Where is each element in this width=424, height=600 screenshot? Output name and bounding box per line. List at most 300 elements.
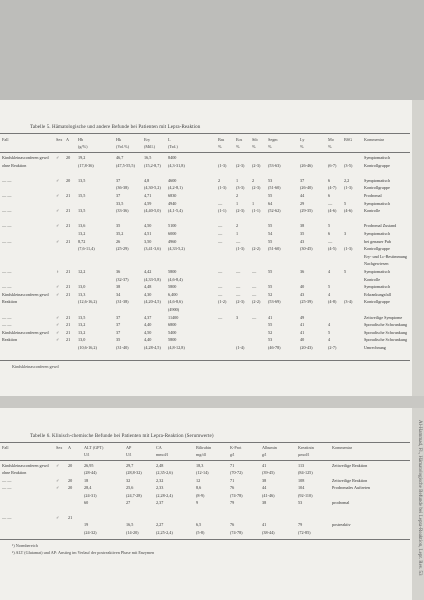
table1-cell: 36 bbox=[116, 269, 121, 274]
table2-cell: 21 bbox=[68, 514, 73, 520]
table1-cell: (10,6-16,2) bbox=[78, 345, 97, 350]
table1-cell: (25-39) bbox=[300, 299, 313, 305]
table1-cell: 41 bbox=[300, 329, 305, 335]
table2-cell: (24-32) bbox=[84, 529, 97, 535]
table1-cell: — — bbox=[2, 284, 12, 290]
table1-cell: ♂ bbox=[56, 291, 60, 297]
table2-cell: (74-78) bbox=[230, 529, 243, 535]
table1-cell: — bbox=[218, 291, 223, 297]
table1-cell: 4,30 bbox=[144, 291, 152, 297]
table1-cell: (26-40) bbox=[300, 185, 313, 191]
table2-header-unit: mmol/l bbox=[156, 452, 169, 457]
table1-cell: Reaktion bbox=[2, 337, 18, 343]
table1-cell: 55 bbox=[268, 322, 273, 328]
table1-cell: ♀ bbox=[56, 269, 60, 274]
table1-cell: — bbox=[328, 238, 333, 244]
table1-caption: Tabelle 5. Hämatologische und andere Befunde bei Patienten mit Lepra-Reaktion bbox=[30, 125, 201, 130]
table2-cell: (92-110) bbox=[298, 492, 313, 498]
table1-cell: 35 bbox=[116, 337, 121, 343]
table2-header-cell: K-Prot bbox=[230, 445, 242, 450]
table1-cell: Symptomatisch bbox=[364, 269, 391, 274]
table2-header-cell: Kreatinin bbox=[298, 445, 314, 450]
table1-cell: 13,5 bbox=[78, 314, 86, 320]
table1-cell: (20-43) bbox=[300, 345, 313, 350]
table1-header-cell: Bas bbox=[218, 137, 225, 142]
table1-cell: (2-3) bbox=[252, 162, 261, 168]
table1-cell: 15,5 bbox=[78, 193, 86, 198]
table1-cell: ♂ bbox=[56, 223, 60, 229]
table1-cell: (53-69) bbox=[268, 299, 281, 305]
table1-cell: 5100 bbox=[168, 223, 177, 229]
table1-cell: Symptomatisch bbox=[364, 200, 391, 206]
table1-cell: (6-7) bbox=[328, 162, 337, 168]
table1-cell: 1 bbox=[236, 200, 239, 206]
table2-cell: (5-8) bbox=[196, 529, 205, 535]
table2-cell: Kindskleinasconferen gewd bbox=[2, 463, 49, 468]
table1-cell: 49 bbox=[300, 314, 305, 320]
table1-cell: (4,28-4,5) bbox=[144, 345, 161, 350]
table2-cell: 60 bbox=[84, 500, 89, 505]
table1-cell: 37 bbox=[300, 177, 305, 183]
table1-cell: 4,51 bbox=[144, 231, 152, 236]
table1-cell: 5 bbox=[328, 329, 331, 335]
table1-header-cell: Eos bbox=[236, 137, 243, 142]
table1-cell: 13,5 bbox=[78, 177, 86, 183]
table1-cell: (4,6-8,6) bbox=[168, 299, 183, 305]
table1-cell: 21 bbox=[66, 238, 71, 244]
table2-cell: 104 bbox=[298, 485, 305, 491]
table1-header-cell: Segm bbox=[268, 137, 278, 142]
table1-cell: (33-36) bbox=[116, 208, 129, 214]
table1-cell: (1-3) bbox=[218, 185, 227, 191]
table1-cell: 4 bbox=[328, 269, 331, 274]
table1-cell: 21 bbox=[66, 329, 71, 335]
table1-cell: Prodromal Zustand bbox=[364, 223, 397, 229]
table2-header-cell: Bilirubin bbox=[196, 445, 212, 450]
table1-header-cell: Fall bbox=[2, 137, 9, 142]
table2-cell: 53 bbox=[298, 500, 303, 505]
table1-cell: ♂ bbox=[56, 329, 60, 335]
table1-cell: 33,5 bbox=[116, 200, 124, 206]
table2-header-rule bbox=[0, 460, 410, 461]
table1-cell: 6 bbox=[328, 193, 331, 198]
table1-header-unit: (Tsd.) bbox=[168, 144, 178, 149]
table1-cell: ♂ bbox=[56, 238, 60, 244]
table1-cell: 4,48 bbox=[144, 284, 152, 290]
table1-cell: (1-1) bbox=[252, 208, 261, 214]
table1-cell: 40 bbox=[300, 337, 305, 343]
table2-header-cell: CA bbox=[156, 445, 162, 450]
table2-cell: 44 bbox=[262, 485, 267, 491]
table1-cell: (12,6-16,2) bbox=[78, 299, 97, 305]
table2-header-unit: mg/dl bbox=[196, 452, 206, 457]
table1-cell: (1-4) bbox=[236, 345, 245, 350]
table1-cell: 21 bbox=[66, 193, 71, 198]
table1-cell: (17,8-36) bbox=[78, 162, 94, 168]
table1-cell: 52 bbox=[268, 291, 273, 297]
table1-cell: Zeitweilige Symptome bbox=[364, 314, 403, 320]
table2-cell: 38 bbox=[262, 477, 267, 483]
table1-header-cell: Hk bbox=[116, 137, 122, 142]
table1-cell: (2-2) bbox=[252, 299, 261, 305]
table1-cell: (4,1-5,4) bbox=[168, 208, 183, 214]
table1-header-cell: Stb bbox=[252, 137, 258, 142]
table1-cell: 5 bbox=[328, 284, 331, 290]
table1-cell: Kontrolle bbox=[364, 208, 381, 214]
table1-cell: 5 bbox=[344, 269, 347, 274]
table1-cell: (4,3-31,8) bbox=[168, 162, 185, 168]
table1-cell: — — bbox=[2, 269, 12, 274]
table2-top-rule bbox=[0, 442, 410, 443]
table1-cell: 46,7 bbox=[116, 155, 124, 160]
table1-cell: — bbox=[236, 284, 241, 290]
table1-top-rule bbox=[0, 133, 410, 134]
table2-cell: (84-125) bbox=[298, 470, 313, 476]
table1-cell: — — bbox=[2, 223, 12, 229]
table1-cell: 5800 bbox=[168, 269, 177, 274]
table2-cell: ♂ bbox=[56, 485, 60, 491]
table1-cell: 40 bbox=[300, 284, 305, 290]
table1-cell: 29 bbox=[300, 200, 305, 206]
table1-cell: 4600 bbox=[168, 177, 177, 183]
table1-cell: 4,71 bbox=[144, 193, 152, 198]
table1-cell: 35,2 bbox=[116, 231, 124, 236]
table1-cell: Sporadische Schwankung bbox=[364, 337, 408, 343]
table1-cell: 11400 bbox=[168, 314, 179, 320]
table2-cell: 6,5 bbox=[196, 522, 202, 528]
table1-cell: 20 bbox=[66, 155, 71, 160]
table1-cell: 1 bbox=[236, 177, 239, 183]
table1-cell: 26 bbox=[116, 238, 121, 244]
table1-cell: (31-38) bbox=[116, 299, 129, 305]
table2-cell: (74-78) bbox=[230, 492, 243, 498]
table1-cell: Kindskleinasconferen gewd bbox=[2, 329, 49, 335]
table1-header-cell: Kommentar bbox=[364, 137, 385, 142]
table1-cell: 54 bbox=[268, 231, 273, 236]
table1-cell: 21 bbox=[66, 208, 71, 214]
table1-cell: Nachgewiesen bbox=[364, 261, 389, 267]
table1-cell: (2-3) bbox=[236, 208, 245, 214]
table1-cell: 4,59 bbox=[144, 200, 152, 206]
table1-header-unit: % bbox=[236, 144, 240, 149]
table1-cell: (31-40) bbox=[116, 345, 129, 350]
table1-footnote: Kindskleinasconferen gewd bbox=[12, 364, 59, 369]
table2-cell: 8,6 bbox=[196, 485, 202, 491]
table1-cell: 37 bbox=[116, 322, 121, 328]
table1-cell: Sporadische Schwankung bbox=[364, 329, 408, 335]
table1-cell: 2,2 bbox=[344, 177, 350, 183]
table1-cell: Kontrollgruppe bbox=[364, 299, 390, 305]
table2-header-cell: Albumin bbox=[262, 445, 277, 450]
table2-cell: — — bbox=[2, 485, 12, 491]
table2-cell: 27 bbox=[126, 500, 131, 505]
table1-cell: — — bbox=[2, 314, 12, 320]
table1-cell: 13,2 bbox=[78, 329, 86, 335]
table1-cell: (29-35) bbox=[300, 208, 313, 214]
table1-cell: (47,5-55,5) bbox=[116, 162, 135, 168]
table1-cell: 53 bbox=[268, 337, 273, 343]
table1-cell: 6 bbox=[328, 177, 331, 183]
table2-header-cell: Kommentar bbox=[332, 445, 353, 450]
table1-cell: 6 bbox=[328, 231, 331, 236]
table1-cell: 6,400 bbox=[168, 291, 178, 297]
table1-cell: 53 bbox=[268, 177, 273, 183]
page-gap bbox=[0, 396, 424, 408]
table2-cell: 108 bbox=[298, 477, 305, 483]
table1-cell: (4,8-12,8) bbox=[168, 345, 185, 350]
table2-cell: — — bbox=[2, 477, 12, 483]
table1-cell: (3-5) bbox=[344, 162, 353, 168]
page-top bbox=[0, 100, 412, 396]
table1-cell: Kontrolle bbox=[364, 276, 381, 282]
table1-cell: — bbox=[236, 269, 241, 274]
table1-cell: 1 bbox=[236, 231, 239, 236]
table2-cell: postreaktiv bbox=[332, 522, 351, 528]
table2-cell: Zeitweilige Reaktion bbox=[332, 477, 368, 483]
table1-cell: Kontrollgruppe bbox=[364, 246, 390, 252]
table1-cell: 20 bbox=[66, 177, 71, 183]
table1-cell: 8400 bbox=[168, 155, 177, 160]
table1-cell: 5 bbox=[344, 200, 347, 206]
table2-header-cell: Fall bbox=[2, 445, 9, 450]
table2-cell: (38-44) bbox=[262, 529, 275, 535]
table1-cell: (1-3) bbox=[344, 246, 353, 252]
table1-cell: 34 bbox=[116, 291, 121, 297]
table1-cell: 4960 bbox=[168, 238, 177, 244]
table1-header-cell: L bbox=[168, 137, 171, 142]
table1-cell: 21 bbox=[66, 314, 71, 320]
table1-cell: 6000 bbox=[168, 231, 177, 236]
table1-cell: 13,0 bbox=[78, 337, 86, 343]
table1-cell: 38 bbox=[116, 284, 121, 290]
table1-cell: (25-29) bbox=[116, 246, 129, 252]
table1-cell: 43 bbox=[300, 238, 305, 244]
table1-header-cell: Ery bbox=[144, 137, 151, 142]
table1-cell: (4,33-5,2) bbox=[168, 246, 185, 252]
table1-cell: (52-62) bbox=[268, 208, 281, 214]
table2-cell: (24-31) bbox=[84, 492, 97, 498]
table1-header-cell: Hb bbox=[78, 137, 84, 142]
table1-cell: (2-3) bbox=[236, 299, 245, 305]
table1-cell: 38 bbox=[300, 223, 305, 229]
table2-cell: 20 bbox=[68, 477, 73, 483]
table2-header-unit: g/l bbox=[230, 452, 235, 457]
table2-cell: 41 bbox=[262, 463, 267, 468]
table1-cell: Kontrollgruppe bbox=[364, 162, 390, 168]
table2-cell: 12 bbox=[196, 477, 201, 483]
table1-cell: — bbox=[218, 238, 223, 244]
table1-cell: (4,6-8,4) bbox=[168, 276, 183, 282]
table2-cell: 32 bbox=[126, 477, 131, 483]
table2-header-cell: ALT (GPT) bbox=[84, 445, 104, 450]
table1-cell: 4,50 bbox=[144, 223, 152, 229]
table2-cell: 18 bbox=[84, 477, 89, 483]
table1-cell: (4,30-5,2) bbox=[144, 185, 161, 191]
table2-header-unit: U/l bbox=[126, 452, 132, 457]
table2-cell: (14-20) bbox=[126, 529, 139, 535]
table1-cell: 4 bbox=[328, 322, 331, 328]
table1-cell: (1-1) bbox=[218, 208, 227, 214]
table1-cell: ♂ bbox=[56, 208, 60, 214]
table1-cell: 4940 bbox=[168, 200, 177, 206]
table1-cell: Erkrankungsfall bbox=[364, 291, 391, 297]
table2-cell: (12-14) bbox=[196, 470, 209, 476]
table1-cell: 55 bbox=[268, 269, 273, 274]
table2-cell: 71 bbox=[230, 477, 235, 483]
side-running-text: Al-Hammad, Fl., Hämatologische Befunde bei Lepra-Reaktion, Lepr. Rev. 53 bbox=[417, 420, 422, 576]
table2-cell: 113 bbox=[298, 463, 305, 468]
table1-cell: (4-6) bbox=[328, 208, 337, 214]
table1-cell: (1-2) bbox=[218, 299, 227, 305]
table1-cell: 35 bbox=[300, 231, 305, 236]
table1-cell: — — bbox=[2, 322, 12, 328]
table2-cell: (41-46) bbox=[262, 492, 275, 498]
table1-cell: (3,41-3,6) bbox=[144, 246, 161, 252]
table2-cell: (72-85) bbox=[298, 529, 311, 535]
table1-cell: 2 bbox=[252, 177, 255, 183]
table2-cell: (2,25-2,4) bbox=[156, 529, 173, 535]
table1-cell: (53-63) bbox=[268, 162, 281, 168]
table1-cell: (4-7) bbox=[328, 185, 337, 191]
table1-cell: 4,40 bbox=[144, 322, 152, 328]
table1-cell: — bbox=[218, 269, 223, 274]
table2-cell: ♂ bbox=[56, 463, 60, 468]
table1-cell: 6800 bbox=[168, 322, 177, 328]
table2-bottom-rule bbox=[0, 539, 410, 540]
table1-cell: — bbox=[252, 269, 257, 274]
table1-bottom-rule bbox=[0, 360, 410, 361]
table1-header-cell: BSG bbox=[344, 137, 353, 142]
table1-header-unit: % bbox=[328, 144, 332, 149]
table1-cell: 13,2 bbox=[78, 231, 86, 236]
table2-header-unit: g/l bbox=[262, 452, 267, 457]
table2-cell: (39-45) bbox=[262, 470, 275, 476]
table2-cell: 16,5 bbox=[126, 522, 134, 528]
table1-cell: 12,2 bbox=[78, 269, 86, 274]
table2-cell: (24,7-28) bbox=[126, 492, 142, 498]
table1-cell: 55 bbox=[268, 193, 273, 198]
table1-cell: 2 bbox=[236, 223, 239, 229]
table2-cell: 2,33 bbox=[156, 485, 164, 491]
table2-cell: 29,7 bbox=[126, 463, 134, 468]
table1-cell: — bbox=[218, 223, 223, 229]
table1-cell: 43 bbox=[300, 291, 305, 297]
table1-cell: (2-3) bbox=[236, 162, 245, 168]
table1-cell: (4,40-5,0) bbox=[144, 208, 161, 214]
table1-cell: 64 bbox=[268, 200, 273, 206]
table1-cell: 41 bbox=[268, 314, 273, 320]
table1-cell: 37 bbox=[116, 314, 121, 320]
table1-header-cell: Sex bbox=[56, 137, 63, 142]
table1-cell: — — bbox=[2, 238, 12, 244]
table1-cell: 55 bbox=[268, 238, 273, 244]
table1-cell: — bbox=[218, 231, 223, 236]
table2-cell: ohne Reaktion bbox=[2, 470, 27, 476]
table1-cell: (1-3) bbox=[218, 162, 227, 168]
table1-cell: — — bbox=[2, 193, 12, 198]
table1-cell: — bbox=[236, 238, 241, 244]
table1-cell: (3-4) bbox=[344, 299, 353, 305]
table1-cell: 3 bbox=[344, 231, 347, 236]
table1-cell: ♂ bbox=[56, 177, 60, 183]
table1-cell: ♂ bbox=[56, 193, 60, 198]
table1-cell: — bbox=[252, 291, 257, 297]
table1-cell: (4,33-5,8) bbox=[144, 276, 161, 282]
table1-cell: (15,2-8,7) bbox=[144, 162, 161, 168]
table2-caption: Tabelle 6. Klinisch-chemische Befunde bei Patienten mit Lepra-Reaktion (Serumwerte) bbox=[30, 434, 214, 439]
table1-cell: 5800 bbox=[168, 337, 177, 343]
table1-cell: (30-45) bbox=[300, 246, 313, 252]
table1-cell: 44 bbox=[300, 193, 305, 198]
table2-header-unit: µmol/l bbox=[298, 452, 310, 457]
table2-cell: (2,28-2,4) bbox=[156, 492, 173, 498]
table2-cell: 2,37 bbox=[156, 500, 164, 505]
table2-cell: ♂ bbox=[56, 477, 60, 483]
table1-cell: (32-37) bbox=[116, 276, 129, 282]
table1-cell: 13,5 bbox=[78, 208, 86, 214]
table1-header-unit: % bbox=[218, 144, 222, 149]
table1-cell: (26-46) bbox=[300, 162, 313, 168]
table1-cell: ♂ bbox=[56, 314, 60, 320]
table1-cell: Symptomatisch bbox=[364, 231, 391, 236]
table2-cell: 76 bbox=[230, 485, 235, 491]
table1-cell: 13,3 bbox=[78, 291, 86, 297]
table1-cell: 13,0 bbox=[78, 284, 86, 290]
table1-cell: ♂ bbox=[56, 155, 60, 160]
table2-cell: 2,27 bbox=[156, 522, 164, 528]
table1-cell: — bbox=[218, 314, 223, 320]
table1-cell: Symptomatisch bbox=[364, 155, 391, 160]
table1-cell: — — bbox=[2, 177, 12, 183]
table1-cell: 2 bbox=[236, 193, 239, 198]
table1-cell: (2-7) bbox=[328, 345, 337, 350]
table2-cell: 38 bbox=[262, 500, 267, 505]
table1-cell: Sporadische Schwankung bbox=[364, 322, 408, 328]
page-bottom bbox=[0, 408, 412, 600]
table1-header-cell: Ly bbox=[300, 137, 305, 142]
table2-header-cell: A bbox=[68, 445, 72, 450]
table2-cell: (2,35-2,6) bbox=[156, 470, 173, 476]
table2-cell: (70-72) bbox=[230, 470, 243, 476]
table2-cell: (8-9) bbox=[196, 492, 205, 498]
table1-cell: 21 bbox=[66, 291, 71, 297]
table1-cell: 6830 bbox=[168, 193, 177, 198]
table1-header-unit: % bbox=[268, 144, 272, 149]
table1-cell: Ery- und Lc-Bestimmung bbox=[364, 253, 408, 259]
table1-cell: (1-3) bbox=[344, 185, 353, 191]
table1-cell: 8,72 bbox=[78, 238, 86, 244]
table1-cell: 37 bbox=[116, 193, 121, 198]
table2-cell: 26,95 bbox=[84, 463, 94, 468]
table1-cell: 21 bbox=[66, 284, 71, 290]
table2-cell: prodromal bbox=[332, 500, 350, 505]
table1-cell: 4,8 bbox=[144, 177, 150, 183]
table1-cell: (36-38) bbox=[116, 185, 129, 191]
table1-cell: 21 bbox=[66, 223, 71, 229]
table1-cell: — bbox=[328, 200, 333, 206]
table2-cell: 2,32 bbox=[156, 477, 164, 483]
table1-header-unit: % bbox=[300, 144, 304, 149]
table1-header-unit: % bbox=[252, 144, 256, 149]
table1-cell: 13,6 bbox=[78, 223, 86, 229]
table2-header-cell: AP bbox=[126, 445, 132, 450]
table1-cell: (51-60) bbox=[268, 246, 281, 252]
table1-cell: 1 bbox=[252, 200, 255, 206]
table1-cell: 5800 bbox=[168, 284, 177, 290]
table1-cell: ♂ bbox=[56, 337, 60, 343]
table1-cell: Symptomatisch bbox=[364, 177, 391, 183]
table1-cell: — bbox=[218, 284, 223, 290]
